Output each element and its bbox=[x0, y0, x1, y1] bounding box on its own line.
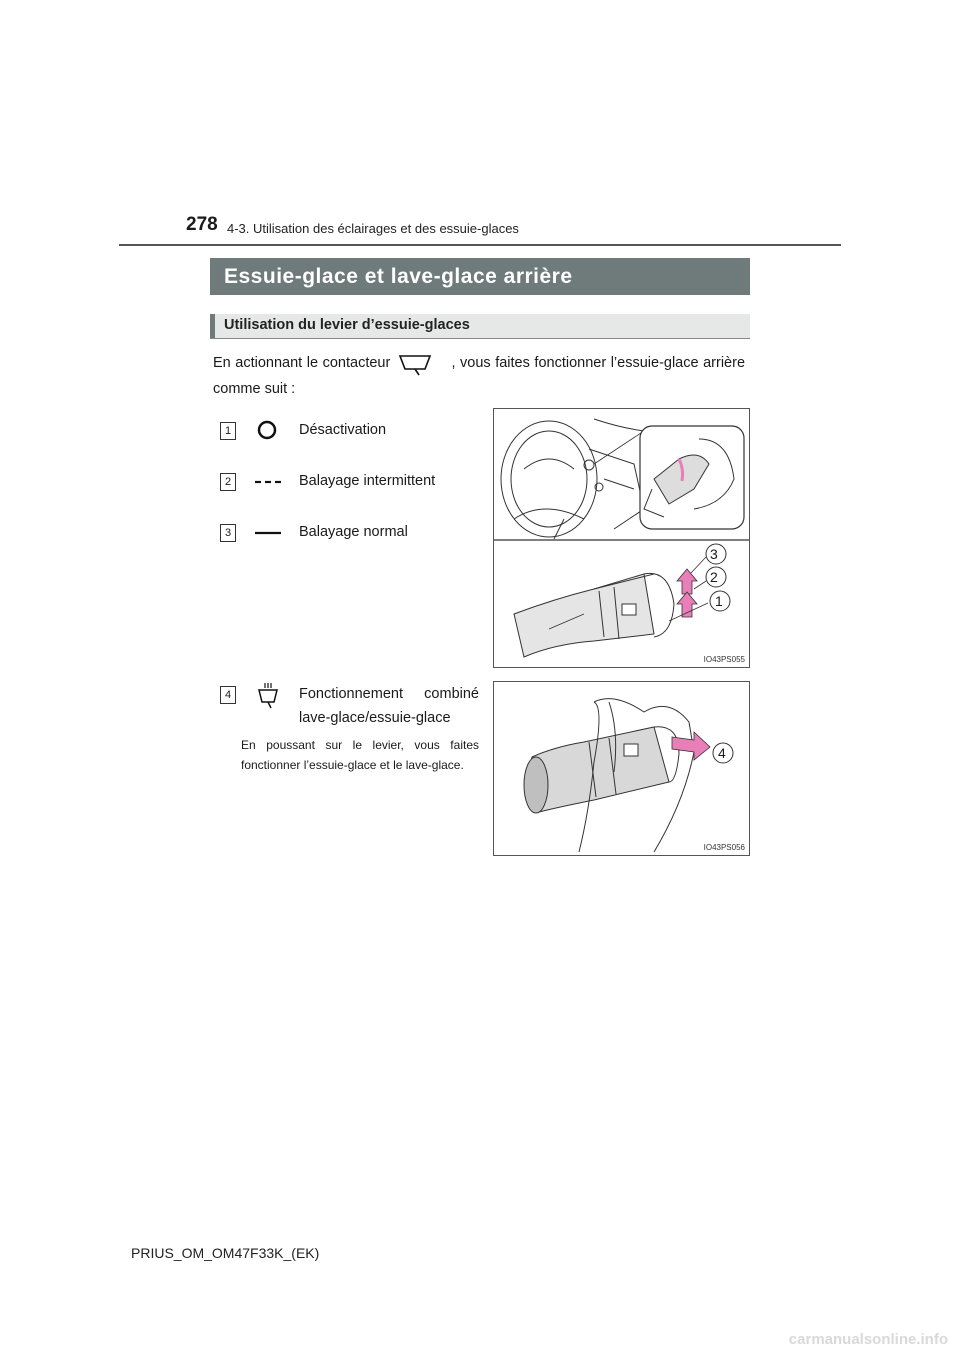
callout-1: 1 bbox=[715, 593, 723, 609]
section-title: Essuie-glace et lave-glace arrière bbox=[210, 258, 750, 295]
item-label-1: Désactivation bbox=[299, 422, 387, 438]
item-label-3: Balayage normal bbox=[299, 524, 408, 540]
figure-push-lever bbox=[493, 681, 750, 856]
intro-paragraph bbox=[213, 350, 745, 402]
figure-lever-positions bbox=[493, 408, 750, 668]
subsection-band bbox=[210, 314, 750, 339]
item-label-4: Fonctionnement combiné lave-glace/essuie-glace bbox=[299, 686, 479, 726]
document-footer-code: PRIUS_OM_OM47F33K_(EK) bbox=[131, 1245, 320, 1261]
watermark: carmanualsonline.info bbox=[788, 1331, 948, 1348]
callout-2: 2 bbox=[710, 569, 718, 585]
figure-code: IO43PS056 bbox=[703, 843, 745, 852]
subsection-marker bbox=[210, 314, 215, 338]
callout-4: 4 bbox=[718, 745, 726, 761]
intermittent-dashes-icon bbox=[254, 474, 282, 492]
item-number-1: 1 bbox=[220, 422, 236, 440]
header-rule bbox=[119, 244, 841, 246]
intro-text-before: En actionnant le contacteur bbox=[213, 355, 391, 371]
figure-code: IO43PS055 bbox=[703, 655, 745, 664]
item-number-4: 4 bbox=[220, 686, 236, 704]
subsection-title: Utilisation du levier d’essuie-glaces bbox=[224, 317, 470, 333]
callout-3: 3 bbox=[710, 546, 718, 562]
item-4-description: En poussant sur le levier, vous faites fonctionner l’essuie-glace et le lave-glace. bbox=[241, 738, 479, 772]
off-circle-icon bbox=[256, 419, 278, 446]
item-label-2: Balayage intermittent bbox=[299, 473, 436, 489]
rear-wiper-switch-icon bbox=[395, 350, 447, 376]
item-number-3: 3 bbox=[220, 524, 236, 542]
page-number: 278 bbox=[186, 214, 218, 235]
item-number-2: 2 bbox=[220, 473, 236, 491]
intro-text-after: , vous faites fonctionner l’essuie-glace arrière comme suit : bbox=[213, 355, 746, 398]
washer-wiper-icon bbox=[256, 682, 280, 715]
normal-line-icon bbox=[254, 525, 282, 543]
section-reference: 4-3. Utilisation des éclairages et des essuie-glaces bbox=[227, 221, 519, 236]
